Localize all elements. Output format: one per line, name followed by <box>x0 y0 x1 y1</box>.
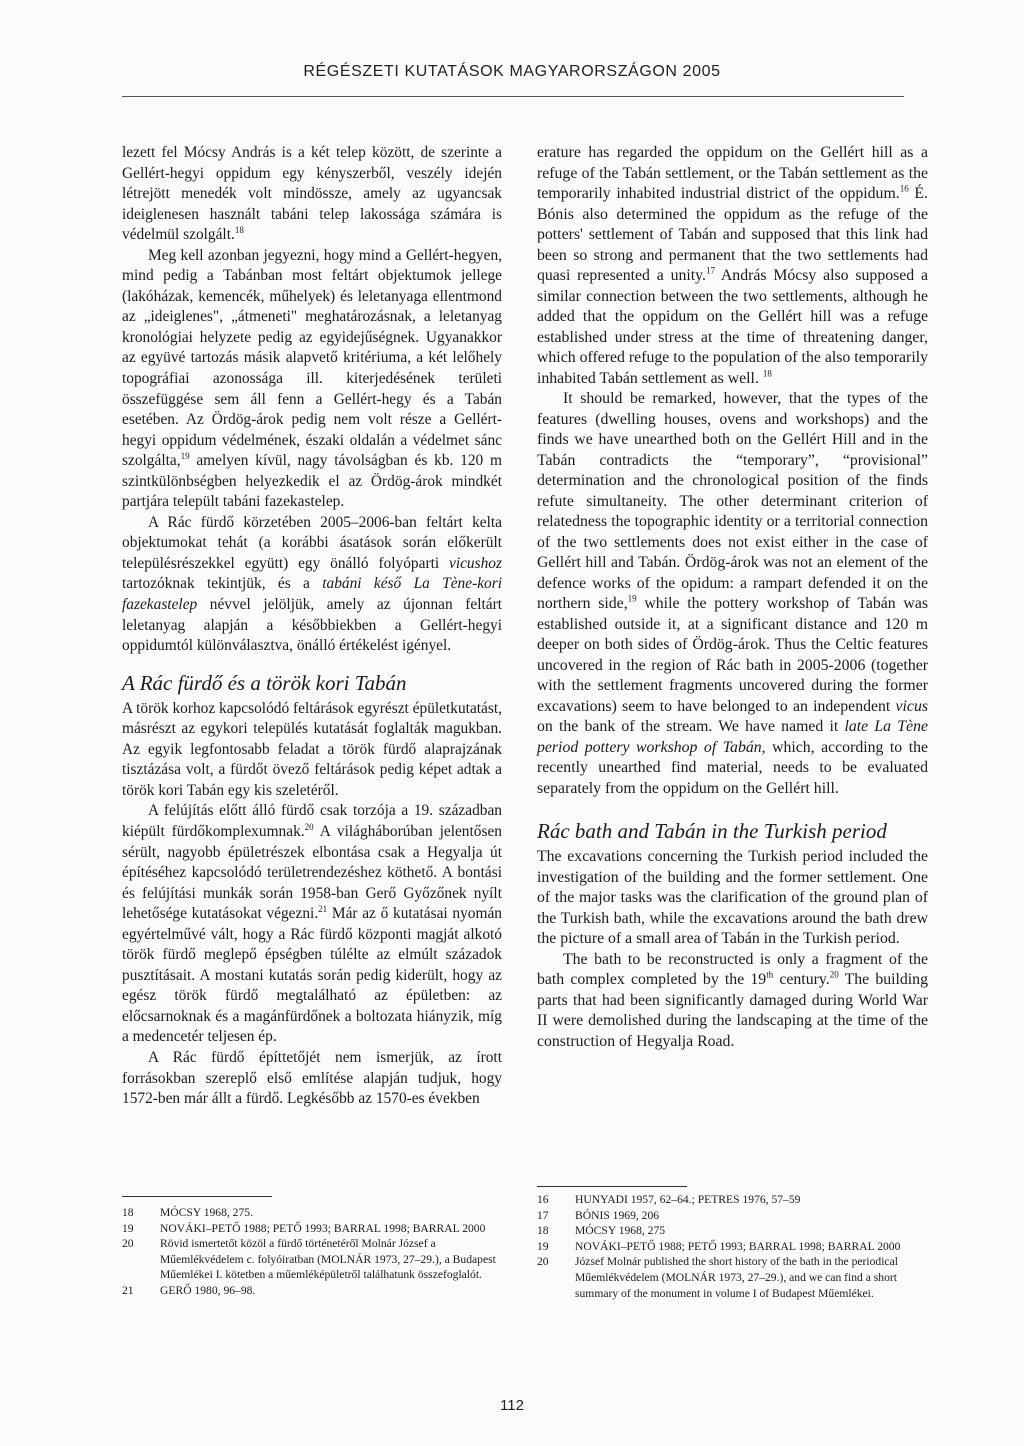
right-paragraph-4: The bath to be reconstructed is only a fragment of the bath complex completed by the 19th century.$^{20}$ The building parts that had been significantly damaged during World War II were demolished during the landscaping at the time of the construction of Hegyalja Road. <box>537 950 928 1050</box>
footnote: 20 Rövid ismertetőt közöl a fürdő történetéről Molnár József a Műemlékvédelem c. folyóiratban (MOLNÁR 1973, 27–29.), a Budapest Műemlékei I. kötetben a műemléképületről találhatunk összefoglalót. <box>122 1237 496 1282</box>
right-paragraph-3: The excavations concerning the Turkish period included the investigation of the building and the former settlement. One of the major tasks was the clarification of the ground plan of the Turkish bath, while the excavations around the bath drew the picture of a small area of Tabán in the Turkish period. <box>537 848 928 947</box>
footnote: 21 GERŐ 1980, 96–98. <box>122 1283 256 1297</box>
left-paragraph-2: Meg kell azonban jegyezni, hogy mind a Gellért-hegyen, mind pedig a Tabánban most feltárt objektumok jellege (lakóházak, kemencék, műhelyek) és leletanyaga ellentmond az „ideiglenes", „átmeneti" meghatározásnak, a leletanyag kronológiai helyzete pedig az egyidejűségnek. Ugyanakkor az együvé tartozás másik alapvető kritériuma, a két lelőhely topográfiai azonossága ill. kiterjedésének területi összefüggése sem áll fenn a Gellért-hegy és a Tabán esetében. Az Ördög-árok pedig nem volt része a Gellért-hegyi oppidum védelmének, északi oldalán a védelmet sánc szolgálta,$^{19}$ amelyen kívül, nagy távolságban és kb. 120 m szintkülönbségben helyezkedik el az Ördög-árok mindkét partjára települt tabáni fazekastelep. <box>122 246 502 511</box>
footnote-ref: 16 <box>899 183 909 194</box>
footnote: 18 MÓCSY 1968, 275. <box>122 1206 253 1219</box>
right-column <box>537 143 928 1052</box>
footnotes-right <box>537 1192 928 1301</box>
left-paragraph-6: A Rác fürdő építtetőjét nem ismerjük, az írott forrásokban szereplő első említése alapján tudjuk, hogy 1572-ben már állt a fürdő. Legkésőbb az 1570-es években <box>122 1048 502 1108</box>
footnote-ref: 19 <box>627 593 637 604</box>
footnote-ref: 17 <box>705 265 715 276</box>
footnote-rule <box>122 1196 272 1197</box>
footnote: 18 MÓCSY 1968, 275 <box>537 1224 666 1238</box>
left-paragraph-5: A felújítás előtt álló fürdő csak torzója a 19. században kiépült fürdőkomplexumnak.$^{20}$ A világháborúban jelentősen sérült, nagyobb épületrészek elbontása csak a Hegyalja út építéséhez kapcsolódó területrendezéshez köthető. A bontási és felújítási munkák során 1958-ban Gerő Győzőnek nyílt lehetősége kutatásokat végezni.$^{21}$ Már az ő kutatásai nyomán egyértelművé vált, hogy a Rác fürdő központi magját alkotó török fürdő meglepő épségben túlélte az elmúlt századok pusztításait. A mostani kutatás során pedig kiderült, hogy az egész török fürdő megtalálható az épületben: az előcsarnoknak és a magánfürdőnek a boltozata hiányzik, míg a medencetér teljesen ép. <box>122 802 502 1046</box>
left-paragraph-3: A Rác fürdő körzetében 2005–2006-ban feltárt kelta objektumokat tehát (a korábbi ásatások során előkerült településrészekkel együtt) egy önálló folyóparti vicushoz tartozóknak tekintjük, és a tabáni késő La Tène-kori fazekastelep névvel jelöljük, amely az újonnan feltárt leletanyag alapján a későbbiekben a Gellért-hegyi oppidumtól különválasztva, önálló értékelést igényel. <box>122 513 502 655</box>
footnote: 19 NOVÁKI–PETŐ 1988; PETŐ 1993; BARRAL 1998; BARRAL 2000 <box>122 1221 486 1235</box>
footnote-rule <box>537 1186 687 1187</box>
left-column <box>122 143 502 1110</box>
footnote: 19 NOVÁKI–PETŐ 1988; PETŐ 1993; BARRAL 1998; BARRAL 2000 <box>537 1239 901 1253</box>
footnote: 20 József Molnár published the short history of the bath in the periodical Műemlékvédelem (MOLNÁR 1973, 27–29.), and we can find a short summary of the monument in volume I of Budapest Műemlékei. <box>537 1255 898 1300</box>
footnote-ref: 21 <box>318 904 328 915</box>
page-number: 112 <box>500 1397 524 1414</box>
footnote-ref: 20 <box>829 969 839 980</box>
right-paragraph-2: It should be remarked, however, that the types of the features (dwelling houses, ovens and workshops) and the finds we have unearthed both on the Gellért Hill and in the Tabán contradicts the “temporary”, “provisional” determination and the chronological position of the finds refute simultaneity. The other determinant criterion of relatedness the topographic identity or a territorial connection of the two settlements does not exist either in the case of Gellért hill and Tabán. Ördög-árok was not an element of the defence works of the opidum: a rampart defended it on the northern side,$^{19}$ while the pottery workshop of Tabán was established outside it, at a significant distance and 120 m deeper on both sides of Ördög-árok. Thus the Celtic features uncovered in the region of Rác bath in 2005-2006 (together with the settlement fragments uncovered during the former excavations) seem to have belonged to an independent vicus on the bank of the stream. We have named it late La Tène period pottery workshop of Tabán, which, according to the recently unearthed find material, needs to be evaluated separately from the oppidum on the Gellért hill. <box>537 390 929 797</box>
running-head: RÉGÉSZETI KUTATÁSOK MAGYARORSZÁGON 2005 <box>303 63 721 80</box>
footnote: 16 HUNYADI 1957, 62–64.; PETRES 1976, 57–59 <box>537 1193 801 1206</box>
left-paragraph-1: lezett fel Mócsy András is a két telep között, de szerinte a Gellért-hegyi oppidum egy kényszerből, veszély idején létrejött menedék volt mindössze, amely az ugyancsak ideiglenesen használt tabáni telep lakossága számára is védelmül szolgált.$^{18}$ <box>122 144 502 244</box>
right-paragraph-1: erature has regarded the oppidum on the Gellért hill as a refuge of the Tabán settlement, or the Tabán settlement as the temporarily inhabited industrial district of the oppidum.$^{16}$ É. Bónis also determined the oppidum as the refuge of the potters' settlement of Tabán and supposed that this link had been so strong and permanent that the two settlements had quasi represented a unity.$^{17}$ András Mócsy also supposed a similar connection between the two settlements, although he added that the oppidum on the Gellért hill was a refuge established under stress at the time of threatening danger, which offered refuge to the population of the also temporarily inhabited Tabán settlement as well. $^{18}$ <box>537 144 928 387</box>
section-heading: A Rác fürdő és a török kori Tabán <box>122 670 407 695</box>
footnote-ref: 19 <box>180 451 190 462</box>
section-heading: Rác bath and Tabán in the Turkish period <box>537 819 887 843</box>
footnote-ref: 18 <box>762 368 772 379</box>
header-rule <box>122 96 904 97</box>
footnote: 17 BÓNIS 1969, 206 <box>537 1208 660 1222</box>
footnotes-left <box>122 1205 506 1299</box>
footnote-ref: 20 <box>304 821 314 832</box>
footnote-ref: 18 <box>234 225 244 236</box>
left-paragraph-4: A török korhoz kapcsolódó feltárások egyrészt épületkutatást, másrészt az egykori település kutatását foglalták magukban. Az egyik legfontosabb feladat a török fürdő alaprajzának tisztázása volt, a fürdőt övező feltárások pedig képet adtak a török kori Tabán egy kis szeletéről. <box>122 699 502 799</box>
